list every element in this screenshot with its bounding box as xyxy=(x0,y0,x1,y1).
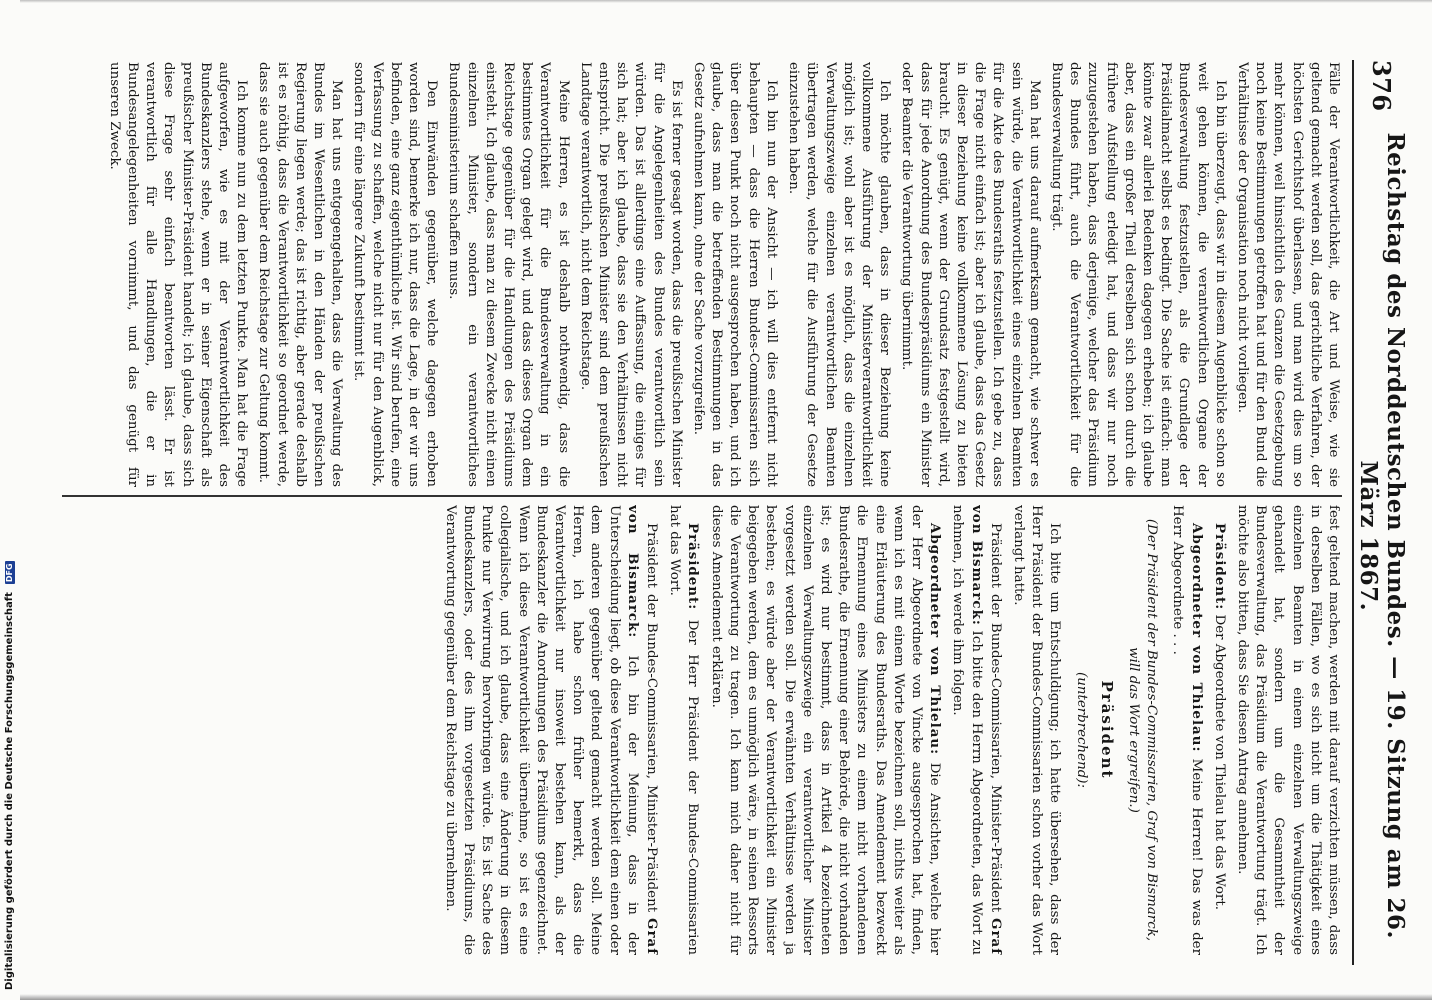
left-column xyxy=(62,62,1342,487)
speech xyxy=(707,505,945,955)
speech xyxy=(1210,505,1229,955)
speech-text: Der Abgeordnete von Thielau hat das Wort. xyxy=(1211,614,1227,910)
paragraph: Ich bin überzeugt, dass wir in diesem Augenblicke schon so weit gehen können, die verantwortlichen Organe der Bundesverwaltung festzustellen, als die Grundlage der Präsidialmacht selbst es bedingt. Die Sache ist einfach: man könnte zwar allerlei Bedenken dagegen erheben; ich glaube aber, dass ein großer Theil derselben sich schon durch die frühere Aufstellung erledigt hat, und dass wir nur noch zuzugestehen haben, dass derjenige, welcher das Präsidium des Bundes führt, auch die Verantwortlichkeit für die Bundesverwaltung trägt. xyxy=(1048,62,1228,487)
paragraph: Ich möchte glauben, dass in dieser Beziehung keine vollkommene Ausführung der Ministerverantwortlichkeit möglich ist; wohl aber ist es möglich, dass die einzelnen Verwaltungszweige einzelnen verantwortlichen Beamten übertragen werden, welche für die Ausführung der Gesetze einzustehen haben. xyxy=(786,62,893,487)
speech xyxy=(948,505,1005,955)
header-title: Reichstag des Norddeutschen Bundes. — 19. Sitzung am 26. März 1867. xyxy=(1355,132,1409,940)
paragraph: Meine Herren, es ist deshalb nothwendig, dass die Verantwortlichkeit für die Bundesverwaltung in ein bestimmtes Organ gelegt wird, und dass dieses Organ dem Reichstage gegenüber für die Handlungen des Präsidiums einsteht. Ich glaube, dass man zu diesem Zwecke nicht einen einzelnen Minister, sondern ein verantwortliches Bundesministerium schaffen muss. xyxy=(446,62,571,487)
paragraph: Den Einwänden gegenüber, welche dagegen erhoben worden sind, bemerke ich nur, dass die Lage, in der wir uns befinden, eine ganz eigenthümliche ist. Wir sind berufen, eine Verfassung zu schaffen, welche nicht nur für den Augenblick, sondern für eine längere Zukunft bestimmt ist. xyxy=(351,62,440,487)
speech-text: Der Herr Präsident der Bundes-Commissarien hat das Wort. xyxy=(667,505,701,955)
column-rule xyxy=(62,495,1342,497)
speech-text: Ich bitte den Herrn Abgeordneten, das Wort zu nehmen, ich werde ihm folgen. xyxy=(950,505,984,955)
page-number: 376 xyxy=(1367,60,1397,112)
speaker-intro: Präsident der Bundes-Commissarien, Minister-Präsident xyxy=(644,523,660,913)
header-rule xyxy=(1352,60,1354,965)
paragraph: Ich komme nun zu dem letzten Punkte. Man hat die Frage aufgeworfen, wie es mit der Verantwortlichkeit des Bundeskanzlers stehe, wenn er in seiner Eigenschaft als preußischer Minister-Präsident handelt; ich glaube, dass sich diese Frage sehr einfach beantworten lässt. Er ist verantwortlich für alle Handlungen, die er in Bundesangelegenheiten vornimmt, und das genügt für unseren Zweck. xyxy=(106,62,250,487)
credit-label: Digitalisierung gefördert durch die Deutsche Forschungsgemeinschaft xyxy=(4,592,15,990)
speaker-label: Graf von Bismarck: xyxy=(624,505,661,955)
speech-text: Meine Herren! Das was der Herr Abgeordnete . . . xyxy=(1170,505,1204,955)
paragraph: Fälle der Verantwortlichkeit, die Art und Weise, wie sie geltend gemacht werden soll, das gerichtliche Verfahren, der höchsten Gerichtshof überlassen, und man wird dies um so mehr können, weil hinsichtlich des Ganzen die Gesetzgebung noch keine Bestimmungen getroffen hat und für den Bund die Verhältnisse der Organisation noch nicht vorliegen. xyxy=(1234,62,1341,487)
speech-text: Ich bin der Meinung, dass in der Unterscheidung liegt, ob diese Verantwortlichkeit dem einen oder dem anderen gegenüber geltend gemacht werden soll. Meine Herren, ich habe schon früher bemerkt, dass die Verantwortlichkeit nur insoweit bestehen kann, als der Bundeskanzler die Anordnungen des Präsidiums gegenzeichnet. Wenn ich diese Verantwortlichkeit übernehme, so ist es eine collegialische, und ich glaube, dass eine Änderung in diesem Punkte nur Verwirrung hervorbringen würde. Es ist Sache des Bundeskanzlers, oder des ihm vorgesetzten Präsidiums, die Verantwortung gegenüber dem Reichstage zu übernehmen. xyxy=(442,505,640,955)
paragraph: Ich bin nun der Ansicht — ich will dies entfernt nicht behaupten — dass die Herren Bundes-Commissarien sich über diesen Punkt noch nicht ausgesprochen haben, und ich glaube, dass man die betreffenden Bestimmungen in das Gesetz aufnehmen kann, ohne der Sache vorzugreifen. xyxy=(691,62,779,487)
stage-direction: (Der Präsident der Bundes-Commissarien, Graf von Bismarck, will das Wort ergreifen.) xyxy=(1125,518,1160,942)
speech-text: Die Ansichten, welche hier der Herr Abgeordnete von Vincke ausgesprochen hat, finden, wenn ich es mit einem Worte bezeichnen soll, nichts weiter als eine Erläuterung des Bundesraths. Das Amendement bezweckt die Ernennung eines Ministers zu einem nicht vorhandenen Bundesrathe, die Ernennung einer Behörde, die nicht vorhanden ist; es wird nur bestimmt, dass in Artikel 4 bezeichneten einzelnen Verwaltungszweige ein verantwortlicher Minister vorgesetzt werden soll. Die erwähnten Verhältnisse werden ja bestehen; es würde aber der Verantwortlichkeit ein Minister beigegeben werden, dem es unmöglich wäre, in seinen Ressorts die Verantwortung zu tragen. Ich kann mich daher nicht für dieses Amendement erklären. xyxy=(708,505,943,955)
speaker-label: Präsident: xyxy=(1211,523,1228,611)
stage-direction: (unterbrechend): xyxy=(1073,671,1089,789)
speaker-label: Abgeordneter von Thielau: xyxy=(1188,523,1205,753)
right-column xyxy=(62,505,1342,955)
paragraph: Ich bitte um Entschuldigung; ich hatte übersehen, dass der Herr Präsident der Bundes-Commissarien schon vorher das Wort verlangt hatte. xyxy=(1010,505,1063,955)
speech xyxy=(441,505,661,955)
dfg-logo-icon: DFG xyxy=(4,563,14,583)
speaker-label: Präsident: xyxy=(685,523,702,611)
speaker-label: Graf von Bismarck: xyxy=(968,505,1004,955)
speech xyxy=(665,505,702,955)
paragraph: Man hat uns entgegengehalten, dass die Verwaltung des Bundes im Wesentlichen in den Händen der preußischen Regierung liegen werde; das ist richtig, aber gerade deshalb ist es nöthig, dass die Verantwortlichkeit so geordnet werde, dass sie auch gegenüber dem Reichstage zur Geltung kommt. xyxy=(256,62,345,487)
paragraph: Es ist ferner gesagt worden, dass die preußischen Minister für die Angelegenheiten des Bundes verantwortlich sein würden. Das ist allerdings eine Auffassung, die einiges für sich hat; aber ich glaube, dass sie den Verhältnissen nicht entspricht. Die preußischen Minister sind dem preußischen Landtage verantwortlich, nicht dem Reichstage. xyxy=(577,62,684,487)
running-header xyxy=(1355,60,1409,960)
speech xyxy=(1168,505,1205,955)
speaker-heading: Präsident xyxy=(1097,680,1116,780)
paragraph: Man hat uns darauf aufmerksam gemacht, wie schwer es sein würde, die Verantwortlichkeit eines einzelnen Beamten für die Akte des Bundesraths festzustellen. Ich gebe zu, dass die Frage nicht einfach ist; aber ich glaube, dass das Gesetz in dieser Beziehung keine vollkommene Lösung zu bieten braucht. Es genügt, wenn der Grundsatz festgestellt wird, dass für jede Anordnung des Bundespräsidiums ein Minister oder Beamter die Verantwortung übernimmt. xyxy=(899,62,1042,487)
speaker-label: Abgeordneter von Thielau: xyxy=(927,523,944,756)
paragraph: fest geltend machen, werden mit darauf verzichten müssen, dass in derselben Fällen, wo es sich nicht um die Thätigkeit eines einzelnen Beamten in einem einzelnen Verwaltungszweige gehandelt hat, sondern um die Gesammtheit der Bundesverwaltung, das Präsidium die Verantwortung trägt. Ich möchte also bitten, dass Sie diesen Antrag annehmen. xyxy=(1234,505,1341,955)
speaker-intro: Präsident der Bundes-Commissarien, Minister-Präsident xyxy=(987,523,1003,913)
